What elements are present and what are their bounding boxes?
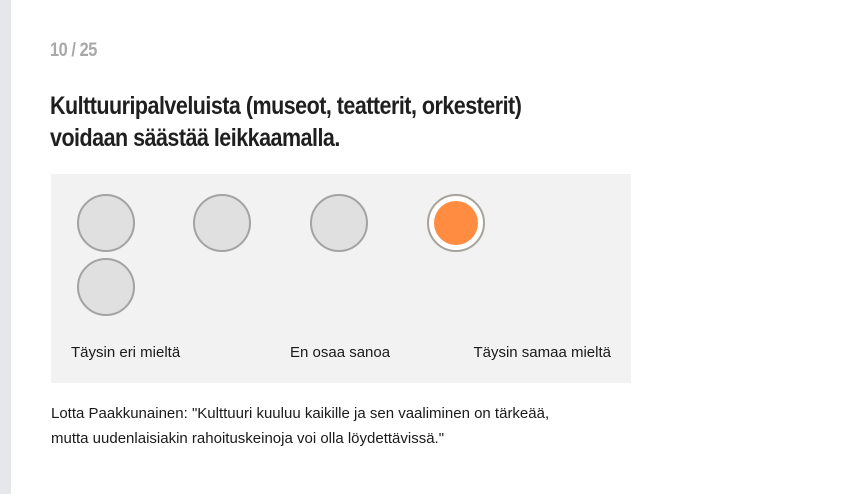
answer-scale-panel — [51, 174, 631, 383]
scale-option-4-selected[interactable] — [427, 194, 485, 252]
comment-line-2: mutta uudenlaisiakin rahoituskeinoja voi olla löydettävissä." — [51, 430, 445, 447]
candidate-comment — [51, 401, 631, 451]
scale-label-disagree: Täysin eri mieltä — [71, 344, 181, 361]
scale-option-5[interactable] — [77, 258, 135, 316]
scale-label-neutral: En osaa sanoa — [290, 344, 391, 361]
scale-option-3[interactable] — [310, 194, 368, 252]
selected-indicator — [434, 201, 478, 245]
question-counter: 10 / 25 — [50, 40, 97, 61]
scale-label-agree: Täysin samaa mieltä — [473, 344, 611, 361]
question-title: Kulttuuripalveluista (museot, teatterit, orkesterit) voidaan säästää leikkaamalla. — [50, 92, 522, 152]
left-rail — [0, 0, 11, 494]
scale-option-2[interactable] — [193, 194, 251, 252]
scale-option-1[interactable] — [77, 194, 135, 252]
comment-line-1: Lotta Paakkunainen: "Kulttuuri kuuluu kaikille ja sen vaaliminen on tärkeää, — [51, 405, 550, 422]
